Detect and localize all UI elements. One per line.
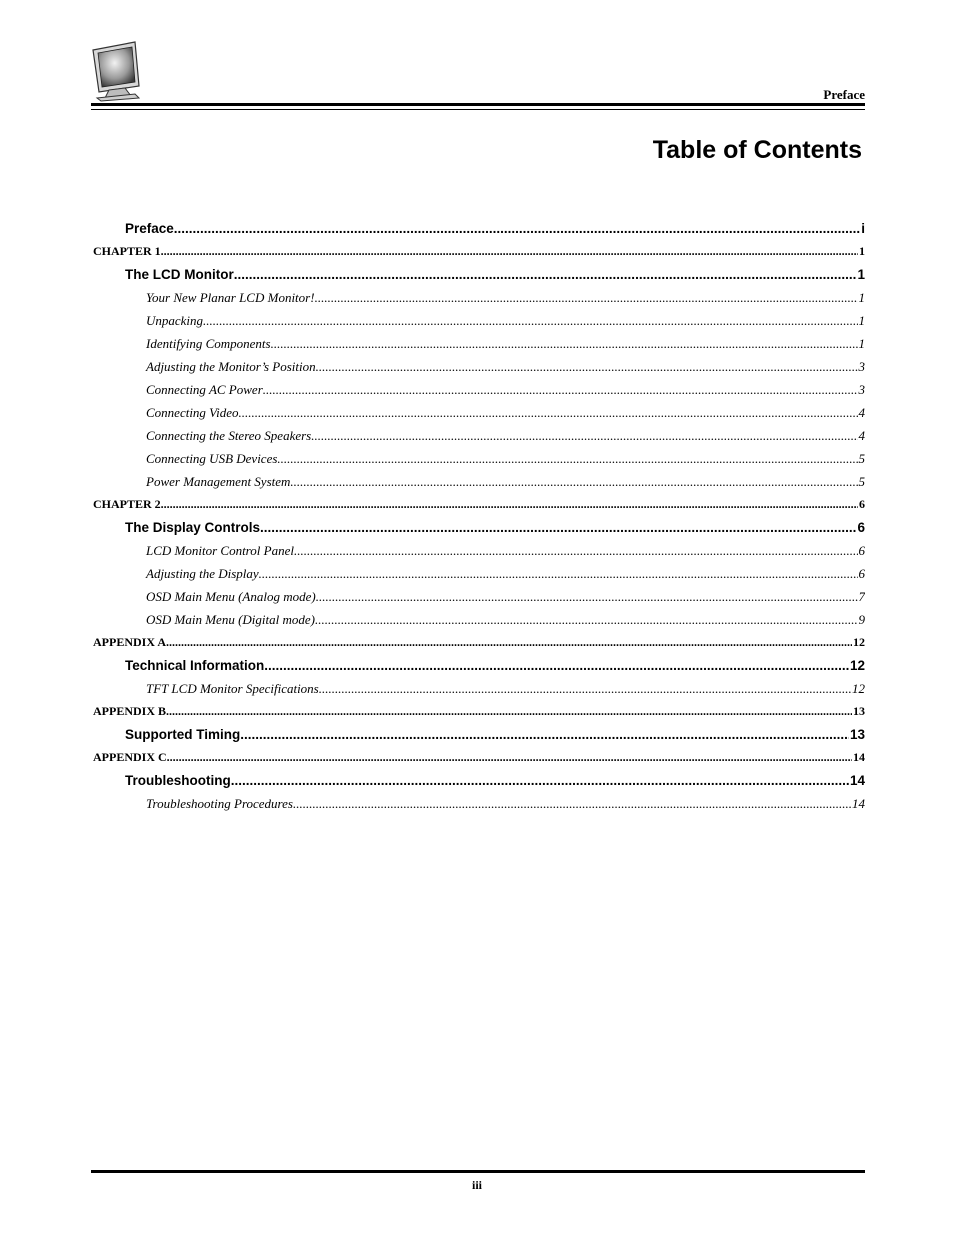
toc-entry-page: 14: [853, 750, 865, 764]
toc-entry[interactable]: [92, 631, 865, 654]
toc-entry-page: 5: [858, 474, 865, 489]
toc-entry-title: Connecting AC Power: [146, 382, 263, 397]
dot-leader: [167, 746, 852, 769]
header-rule-thin: [91, 109, 865, 110]
toc-entry-page: 3: [858, 382, 865, 397]
toc-entry-page: 3: [858, 359, 865, 374]
footer-rule: [91, 1170, 865, 1173]
dot-leader: [315, 286, 858, 309]
toc-entry[interactable]: [92, 263, 865, 286]
toc-entry[interactable]: [92, 240, 865, 263]
dot-leader: [311, 424, 857, 447]
toc-entry-title: LCD Monitor Control Panel: [146, 543, 294, 558]
dot-leader: [293, 792, 851, 815]
toc-entry[interactable]: [92, 723, 865, 746]
table-of-contents: [92, 217, 865, 815]
toc-entry-page: 14: [852, 796, 865, 811]
toc-entry-title: Your New Planar LCD Monitor!: [146, 290, 315, 305]
header-rule-thick: [91, 103, 865, 106]
toc-entry-page: 6: [857, 520, 865, 535]
toc-entry[interactable]: [92, 493, 865, 516]
toc-entry[interactable]: [92, 792, 865, 815]
dot-leader: [240, 723, 849, 746]
toc-entry-title: The Display Controls: [125, 520, 261, 535]
dot-leader: [319, 677, 851, 700]
toc-entry-page: 12: [849, 658, 865, 673]
toc-entry-title: TFT LCD Monitor Specifications: [146, 681, 319, 696]
toc-entry-title: Adjusting the Display: [146, 566, 259, 581]
toc-entry-title: Supported Timing: [125, 727, 241, 742]
toc-entry[interactable]: [92, 746, 865, 769]
toc-entry[interactable]: [92, 217, 865, 240]
toc-entry[interactable]: [92, 470, 865, 493]
dot-leader: [239, 401, 858, 424]
toc-entry[interactable]: [92, 286, 865, 309]
toc-entry[interactable]: [92, 608, 865, 631]
toc-entry[interactable]: [92, 309, 865, 332]
toc-entry-page: 12: [853, 635, 865, 649]
monitor-icon: [91, 40, 143, 102]
toc-entry-title: OSD Main Menu (Digital mode): [146, 612, 315, 627]
dot-leader: [264, 654, 849, 677]
toc-entry[interactable]: [92, 539, 865, 562]
dot-leader: [316, 355, 858, 378]
toc-entry-page: 1: [857, 267, 865, 282]
dot-leader: [203, 309, 857, 332]
dot-leader: [290, 470, 857, 493]
toc-entry-page: 14: [849, 773, 865, 788]
toc-entry-title: Connecting USB Devices: [146, 451, 278, 466]
toc-entry[interactable]: [92, 401, 865, 424]
dot-leader: [316, 585, 858, 608]
toc-entry-title: APPENDIX C: [93, 750, 167, 764]
toc-entry[interactable]: [92, 700, 865, 723]
toc-entry[interactable]: [92, 585, 865, 608]
toc-entry-title: APPENDIX B: [93, 704, 167, 718]
dot-leader: [231, 769, 849, 792]
toc-entry-title: Connecting the Stereo Speakers: [146, 428, 312, 443]
dot-leader: [271, 332, 858, 355]
toc-entry-title: APPENDIX A: [93, 635, 167, 649]
dot-leader: [161, 240, 858, 263]
toc-entry-page: 6: [858, 543, 865, 558]
toc-entry-page: 6: [858, 566, 865, 581]
toc-entry-title: Adjusting the Monitor’s Position: [146, 359, 316, 374]
toc-entry[interactable]: [92, 769, 865, 792]
toc-entry-page: 1: [858, 336, 865, 351]
dot-leader: [234, 263, 857, 286]
toc-entry-page: 9: [858, 612, 865, 627]
toc-entry-title: CHAPTER 2: [93, 497, 161, 511]
toc-entry[interactable]: [92, 677, 865, 700]
dot-leader: [174, 217, 860, 240]
toc-entry-title: Unpacking: [146, 313, 204, 328]
toc-entry-title: CHAPTER 1: [93, 244, 161, 258]
page-title: Table of Contents: [652, 136, 862, 164]
dot-leader: [315, 608, 858, 631]
toc-entry-page: 1: [858, 313, 865, 328]
toc-entry-title: Connecting Video: [146, 405, 239, 420]
toc-entry-page: 7: [858, 589, 865, 604]
toc-entry[interactable]: [92, 424, 865, 447]
page-header: [91, 40, 865, 110]
toc-entry-page: 1: [858, 290, 865, 305]
toc-entry-title: The LCD Monitor: [125, 267, 234, 282]
dot-leader: [166, 631, 852, 654]
toc-entry-title: Technical Information: [125, 658, 265, 673]
toc-entry-page: 5: [858, 451, 865, 466]
running-head: Preface: [823, 87, 865, 102]
toc-entry-title: Identifying Components: [146, 336, 271, 351]
toc-entry-page: 12: [852, 681, 865, 696]
toc-entry-page: 6: [859, 497, 865, 511]
page-number: iii: [471, 1178, 482, 1192]
toc-entry-page: i: [861, 221, 865, 236]
dot-leader: [277, 447, 857, 470]
toc-entry[interactable]: [92, 355, 865, 378]
dot-leader: [166, 700, 852, 723]
dot-leader: [294, 539, 858, 562]
toc-entry[interactable]: [92, 562, 865, 585]
toc-entry-page: 1: [859, 244, 865, 258]
dot-leader: [260, 516, 856, 539]
toc-entry-page: 4: [858, 405, 865, 420]
dot-leader: [259, 562, 858, 585]
toc-entry[interactable]: [92, 516, 865, 539]
toc-entry-title: Preface: [125, 221, 174, 236]
toc-entry-title: Power Management System: [146, 474, 291, 489]
dot-leader: [161, 493, 858, 516]
toc-entry[interactable]: [92, 378, 865, 401]
toc-entry-title: Troubleshooting: [125, 773, 231, 788]
toc-entry[interactable]: [92, 332, 865, 355]
toc-entry[interactable]: [92, 447, 865, 470]
toc-entry-title: Troubleshooting Procedures: [146, 796, 293, 811]
toc-entry-page: 13: [853, 704, 865, 718]
toc-entry-title: OSD Main Menu (Analog mode): [146, 589, 316, 604]
toc-entry-page: 13: [849, 727, 865, 742]
dot-leader: [263, 378, 858, 401]
toc-entry[interactable]: [92, 654, 865, 677]
toc-entry-page: 4: [858, 428, 865, 443]
